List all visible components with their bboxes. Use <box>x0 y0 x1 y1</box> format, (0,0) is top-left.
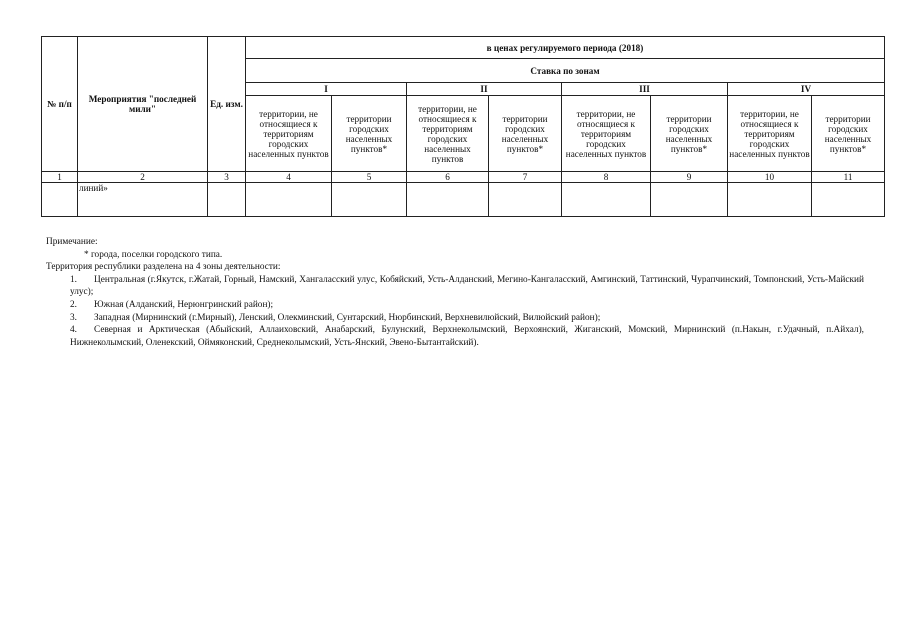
table-cell <box>42 183 78 217</box>
header-zone-1-non-urban: территории, не относящиеся к территориям городских населенных пунктов <box>246 96 332 172</box>
header-period: в ценах регулируемого периода (2018) <box>246 37 885 59</box>
column-number: 1 <box>42 172 78 183</box>
column-number: 5 <box>332 172 407 183</box>
header-zone-4: IV <box>728 83 885 96</box>
zone-item-3 <box>46 312 864 325</box>
column-number: 3 <box>208 172 246 183</box>
table-cell <box>651 183 728 217</box>
header-zone-1-urban: территории городских населенных пунктов* <box>332 96 407 172</box>
tariff-table <box>41 36 885 217</box>
table-cell <box>208 183 246 217</box>
zone-item-4 <box>46 324 864 349</box>
header-zone-2-non-urban: территории, не относящиеся к территориям городских населенных пунктов <box>407 96 489 172</box>
zone-text: Северная и Арктическая (Абыйский, Аллаиховский, Анабарский, Булунский, Верхнеколымский, Верхоянский, Жиганский, Момский, Мирнинский (п.Накын, г.Удачный, п.Айхал), Нижнеколымский, Оленекский, Оймяконский, Среднеколымский, Усть-Янский, Эвено-Бытантайский). <box>70 325 864 348</box>
header-zone-3: III <box>562 83 728 96</box>
notes-footnote: * города, поселки городского типа. <box>84 249 223 260</box>
zone-number: 1. <box>70 274 77 285</box>
zone-text: Западная (Мирнинский (г.Мирный), Ленский, Олекминский, Сунтарский, Нюрбинский, Верхневилюйский, Вилюйский район); <box>94 312 601 323</box>
header-zone-4-urban: территории городских населенных пунктов* <box>812 96 885 172</box>
zone-text: Южная (Алданский, Нерюнгринский район); <box>94 299 274 310</box>
notes-section <box>46 236 864 349</box>
notes-intro: Территория республики разделена на 4 зоны деятельности: <box>46 262 281 273</box>
column-number: 4 <box>246 172 332 183</box>
table-cell <box>562 183 651 217</box>
header-zone-3-urban: территории городских населенных пунктов* <box>651 96 728 172</box>
column-number: 10 <box>728 172 812 183</box>
header-measures: Мероприятия "последней мили" <box>78 37 208 172</box>
table-cell-measure: линий» <box>78 183 208 217</box>
table-cell <box>332 183 407 217</box>
zone-item-1 <box>46 274 864 299</box>
header-zone-2-urban: территории городских населенных пунктов* <box>489 96 562 172</box>
header-num: № п/п <box>42 37 78 172</box>
column-number: 7 <box>489 172 562 183</box>
notes-title: Примечание: <box>46 237 98 247</box>
header-unit: Ед. изм. <box>208 37 246 172</box>
table-cell <box>489 183 562 217</box>
column-number-row <box>42 172 885 183</box>
header-zone-2: II <box>407 83 562 96</box>
table-row <box>42 183 885 217</box>
zone-number: 4. <box>70 325 77 336</box>
zone-number: 3. <box>70 312 77 323</box>
column-number: 9 <box>651 172 728 183</box>
zone-number: 2. <box>70 299 77 310</box>
column-number: 11 <box>812 172 885 183</box>
header-rate: Ставка по зонам <box>246 59 885 83</box>
header-zone-3-non-urban: территории, не относящиеся к территориям городских населенных пунктов <box>562 96 651 172</box>
header-zone-1: I <box>246 83 407 96</box>
table-cell <box>407 183 489 217</box>
table-cell <box>246 183 332 217</box>
zone-item-2 <box>46 299 864 312</box>
table-cell <box>728 183 812 217</box>
table-cell <box>812 183 885 217</box>
zone-text: Центральная (г.Якутск, г.Жатай, Горный, Намский, Хангаласский улус, Кобяйский, Усть-Алданский, Мегино-Кангаласский, Амгинский, Таттинский, Чурапчинский, Томпонский, Усть-Майский улус); <box>70 274 864 298</box>
column-number: 2 <box>78 172 208 183</box>
header-zone-4-non-urban: территории, не относящиеся к территориям городских населенных пунктов <box>728 96 812 172</box>
column-number: 8 <box>562 172 651 183</box>
column-number: 6 <box>407 172 489 183</box>
